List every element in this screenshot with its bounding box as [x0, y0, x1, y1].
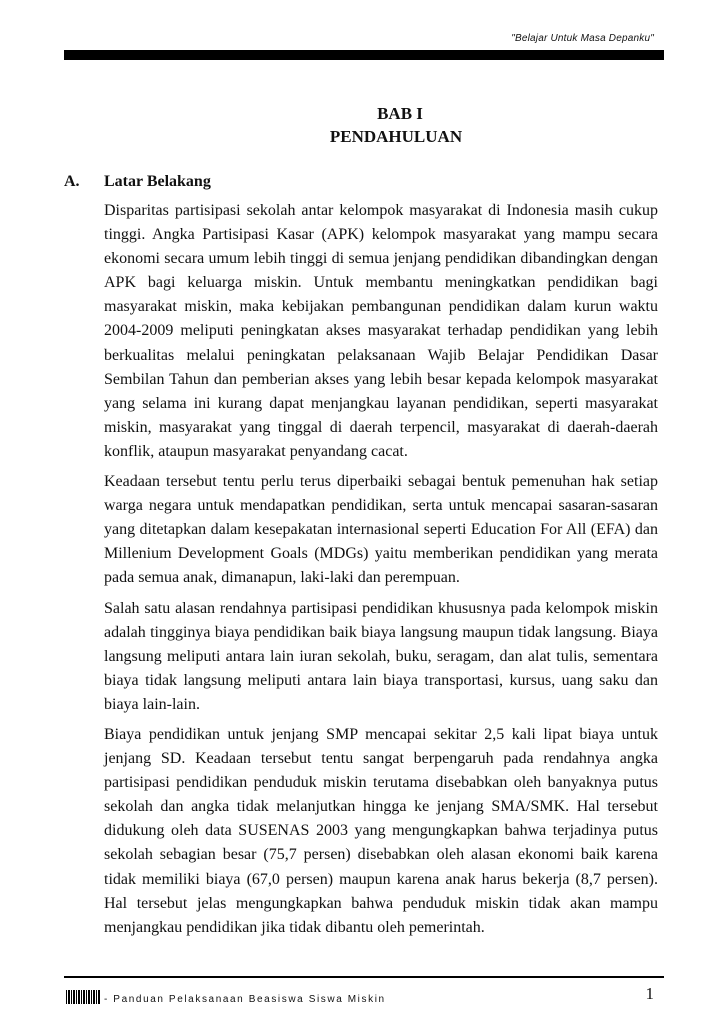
chapter-number: BAB I: [377, 104, 423, 123]
running-header-title: "Belajar Untuk Masa Depanku": [511, 33, 654, 44]
paragraph: Keadaan tersebut tentu perlu terus diperbaiki sebagai bentuk pemenuhan hak setiap warga negara untuk mendapatkan pendidikan, serta untuk mencapai sasaran-sasaran yang ditetapkan dalam kesepakatan internasional seperti Education For All (EFA) dan Millenium Development Goals (MDGs) yaitu memberikan pendidikan yang merata pada semua anak, dimanapun, laki-laki dan perempuan.: [104, 473, 658, 587]
paragraph: Disparitas partisipasi sekolah antar kelompok masyarakat di Indonesia masih cukup tinggi. Angka Partisipasi Kasar (APK) kelompok masyarakat yang mampu secara ekonomi secara umum lebih tinggi di semua jenjang pendidikan dibandingkan dengan APK bagi keluarga miskin. Untuk membantu meningkatkan pendidikan bagi masyarakat miskin, maka kebijakan pembangunan pendidikan dalam kurun waktu 2004-2009 meliputi peningkatan akses masyarakat terhadap pendidikan yang lebih berkualitas melalui peningkatan pelaksanaan Wajib Belajar Pendidikan Dasar Sembilan Tahun dan pemberian akses yang lebih besar kepada kelompok masyarakat yang selama ini kurang dapat menjangkau layanan pendidikan, seperti masyarakat miskin, masyarakat yang tinggal di daerah terpencil, masyarakat di daerah-daerah konflik, ataupun masyarakat penyandang cacat.: [104, 202, 658, 460]
section-heading: [64, 171, 664, 193]
header-bar: [64, 50, 664, 60]
chapter-title: PENDAHULUAN: [329, 127, 463, 146]
section-title: Latar Belakang: [104, 173, 211, 190]
barcode-icon: [66, 990, 100, 1004]
section-letter: A.: [64, 173, 80, 190]
paragraph: Biaya pendidikan untuk jenjang SMP mencapai sekitar 2,5 kali lipat biaya untuk jenjang SD. Keadaan tersebut tentu sangat berpengaruh pada rendahnya angka partisipasi pendidikan penduduk miskin terutama disebabkan oleh banyaknya putus sekolah dan angka tidak melanjutkan hingga ke jenjang SMA/SMK. Hal tersebut didukung oleh data SUSENAS 2003 yang mengungkapkan bahwa terjadinya putus sekolah sebagian besar (75,7 persen) disebabkan oleh alasan ekonomi baik karena tidak memiliki biaya (67,0 persen) maupun karena anak harus bekerja (8,7 persen). Hal tersebut jelas mengungkapkan bahwa penduduk miskin tidak akan mampu menjangkau pendidikan jika tidak dibantu oleh pemerintah.: [104, 725, 658, 936]
page-number: 1: [645, 984, 654, 1003]
footer-title: - Panduan Pelaksanaan Beasiswa Siswa Miskin: [104, 994, 386, 1005]
body-text: [104, 199, 658, 946]
footer-rule: [64, 976, 664, 978]
paragraph: Salah satu alasan rendahnya partisipasi pendidikan khususnya pada kelompok miskin adalah tingginya biaya pendidikan baik biaya langsung maupun tidak langsung. Biaya langsung meliputi antara lain iuran sekolah, buku, seragam, dan alat tulis, sementara biaya tidak langsung meliputi antara lain biaya transportasi, kursus, uang saku dan biaya lain-lain.: [104, 599, 658, 713]
chapter-heading: [64, 102, 664, 148]
